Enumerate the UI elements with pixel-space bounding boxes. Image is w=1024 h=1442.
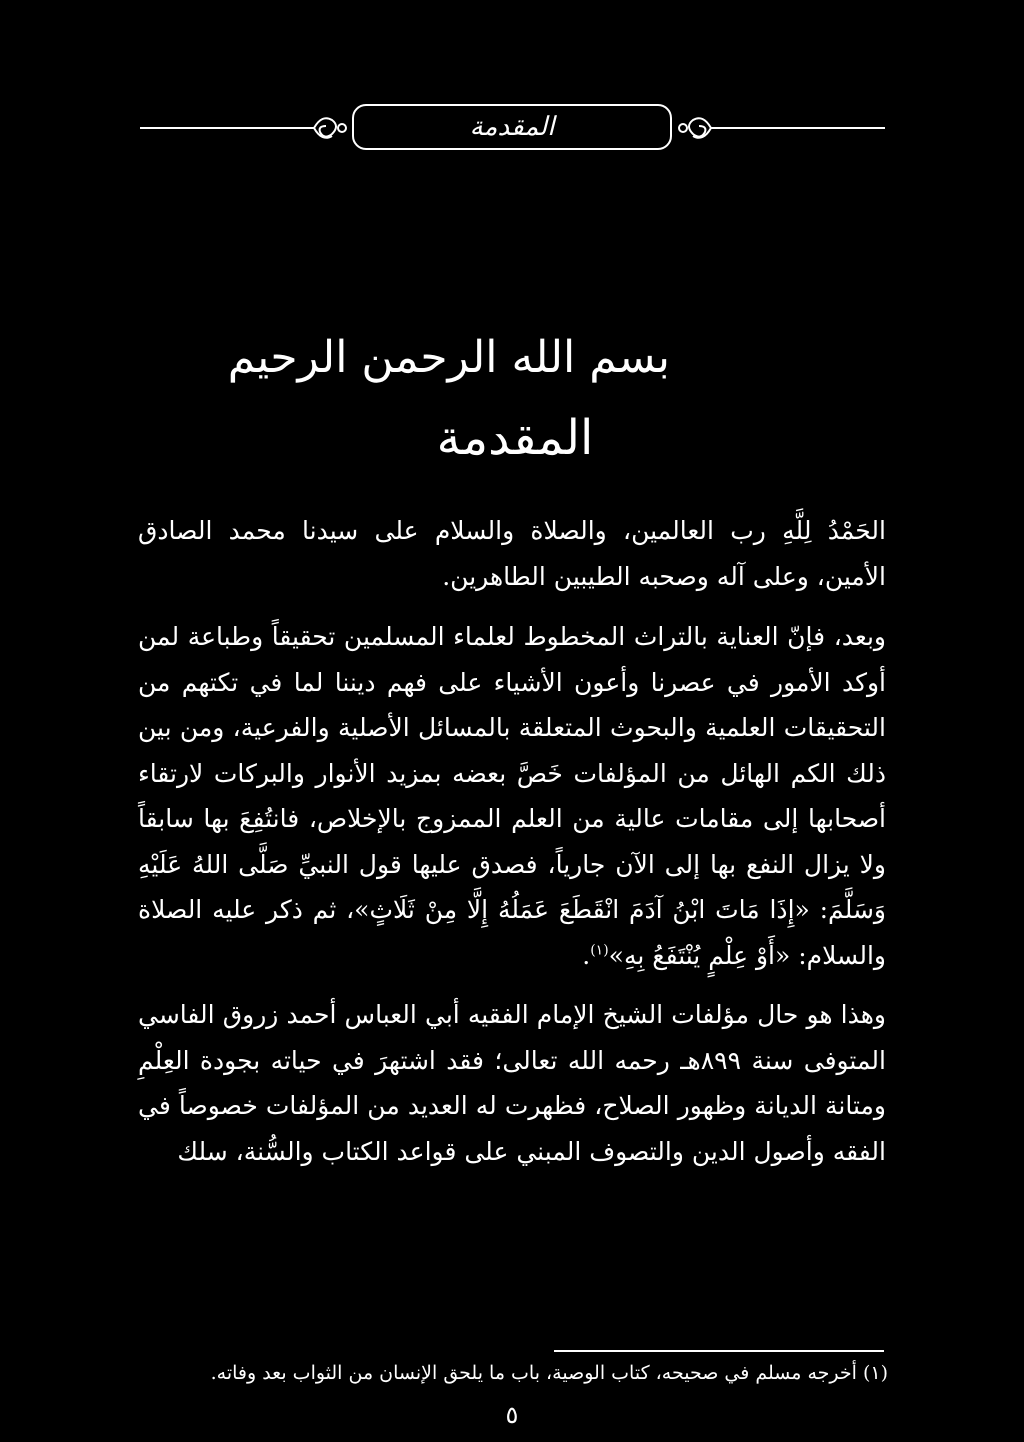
paragraph-1: الحَمْدُ لِلَّهِ رب العالمين، والصلاة والسلام على سيدنا محمد الصادق الأمين، وعلى آله وصحبه الطيبين الطاهرين. — [138, 516, 886, 591]
header-rule-left — [140, 127, 310, 129]
footnote-ref: (١) — [590, 942, 609, 959]
header-rule-right — [715, 127, 885, 129]
page-number: ٥ — [505, 1401, 519, 1429]
header-title: المقدمة — [469, 112, 555, 142]
footnote: (١) أخرجه مسلم في صحيحه، كتاب الوصية، باب ما يلحق الإنسان من الثواب بعد وفاته. — [210, 1362, 888, 1384]
body-text — [138, 508, 886, 1174]
paragraph-2-text: وبعد، فإنّ العناية بالتراث المخطوط لعلماء المسلمين تحقيقاً وطباعة لمن أوكد الأمور في عصرنا وأعون الأشياء على فهم ديننا لما في تكتهم من التحقيقات العلمية والبحوث المتعلقة بالمسائل الأصلية والفرعية، ومن بين ذلك الكم الهائل من المؤلفات خَصَّ بعضه بمزيد الأنوار والبركات لارتقاء أصحابها إلى مقامات عالية من العلم الممزوج بالإخلاص، فانتُفِعَ بها سابقاً ولا يزال النفع بها إلى الآن جارياً، فصدق عليها قول النبيِّ صَلَّى اللهُ عَلَيْهِ وَسَلَّمَ: «إِذَا مَاتَ ابْنُ آدَمَ انْقَطَعَ عَمَلُهُ إِلَّا مِنْ ثَلَاثٍ»، ثم ذكر عليه الصلاة والسلام: «أَوْ عِلْمٍ يُنْتَفَعُ بِهِ» — [138, 622, 886, 970]
header-cartouche — [352, 104, 672, 150]
header-ornament — [140, 98, 885, 158]
basmala: بسم الله الرحمن الرحيم — [227, 332, 670, 383]
paragraph-3: وهذا هو حال مؤلفات الشيخ الإمام الفقيه أبي العباس أحمد زروق الفاسي المتوفى سنة ٨٩٩هـ رحمه الله تعالى؛ فقد اشتهرَ في حياته بجودة العِلْمِ ومتانة الديانة وظهور الصلاح، فظهرت له العديد من المؤلفات خصوصاً في الفقه وأصول الدين والتصوف المبني على قواعد الكتاب والسُّنة، سلك — [138, 1000, 886, 1166]
paragraph-2-end: . — [582, 940, 591, 970]
chapter-title: المقدمة — [436, 410, 594, 466]
footnote-separator — [554, 1350, 884, 1352]
paragraph-2 — [138, 614, 886, 978]
header-flourish-left — [300, 108, 348, 148]
